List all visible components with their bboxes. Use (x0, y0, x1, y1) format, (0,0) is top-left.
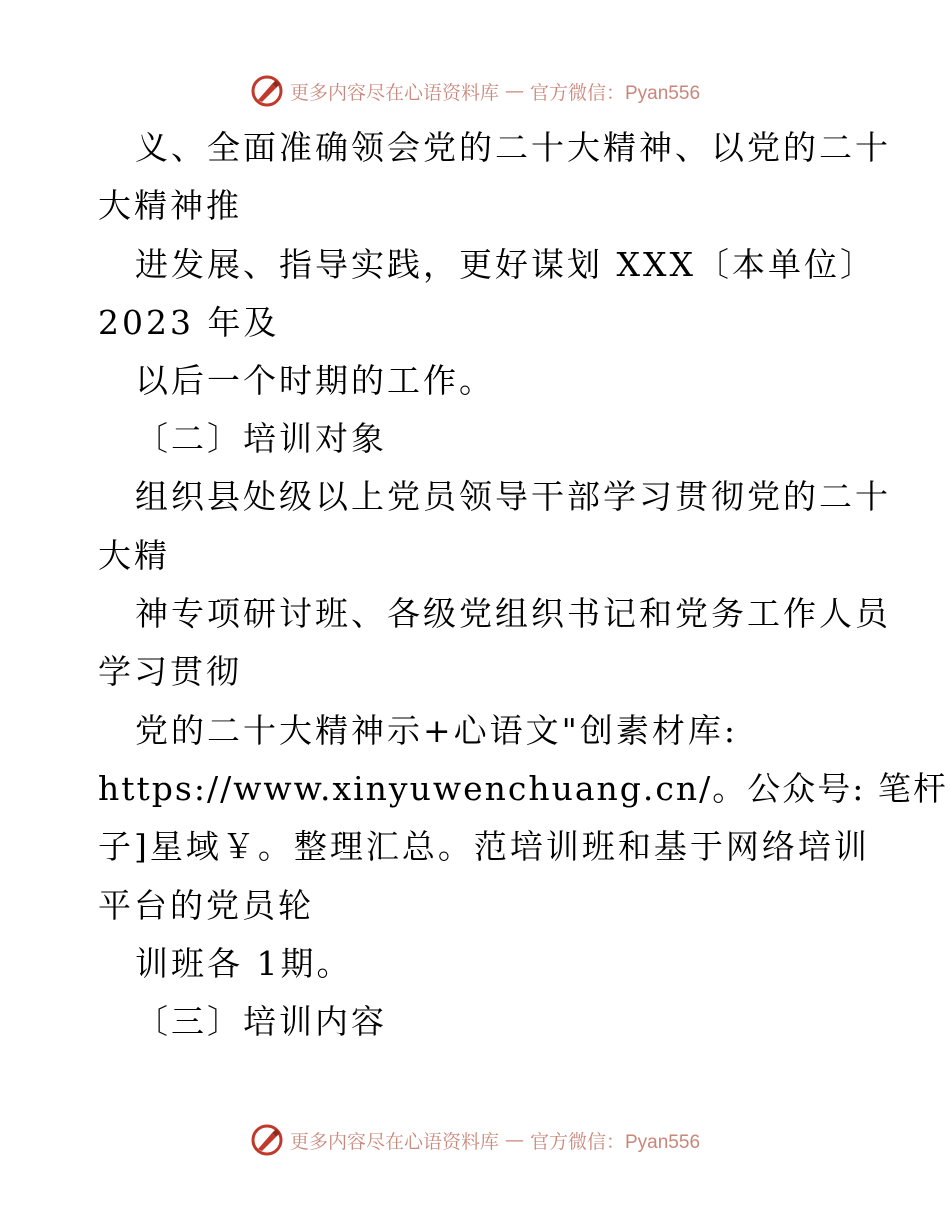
text-line: 党的二十大精神示+心语文"创素材库: (135, 711, 738, 750)
text-line: 进发展、指导实践，更好谋划 XXX〔本单位〕 (135, 245, 876, 284)
section-heading: 〔二〕培训对象 (135, 419, 387, 458)
watermark-text: 更多内容尽在心语资料库 (289, 81, 499, 104)
watermark-contact: 官方微信：Pyan556 (530, 1131, 701, 1153)
text-line: https://www.xinyuwenchuang.cn/。公众号: 笔杆 (98, 769, 948, 808)
text-line: 组织县处级以上党员领导干部学习贯彻党的二十 (135, 477, 891, 516)
section-heading: 〔三〕培训内容 (135, 1002, 387, 1041)
text-line: 2023 年及 (98, 303, 280, 342)
text-line: 学习贯彻 (98, 652, 242, 691)
text-line: 大精神推 (98, 186, 242, 225)
text-line: 以后一个时期的工作。 (135, 361, 495, 400)
text-line: 训班各 1期。 (135, 944, 353, 983)
watermark-contact: 官方微信：Pyan556 (530, 82, 701, 104)
text-line: 子]星域￥。整理汇总。范培训班和基于网络培训 (98, 827, 870, 866)
pen-logo-icon (250, 1123, 284, 1157)
watermark-text: 更多内容尽在心语资料库 (289, 1130, 499, 1153)
text-line: 义、全面准确领会党的二十大精神、以党的二十 (135, 128, 891, 167)
watermark-separator: — (505, 1129, 524, 1151)
watermark-separator: — (505, 80, 524, 102)
text-line: 神专项研讨班、各级党组织书记和党务工作人员 (135, 594, 891, 633)
footer-watermark (0, 1120, 950, 1160)
text-line: 平台的党员轮 (98, 886, 314, 925)
text-line: 大精 (98, 536, 170, 575)
